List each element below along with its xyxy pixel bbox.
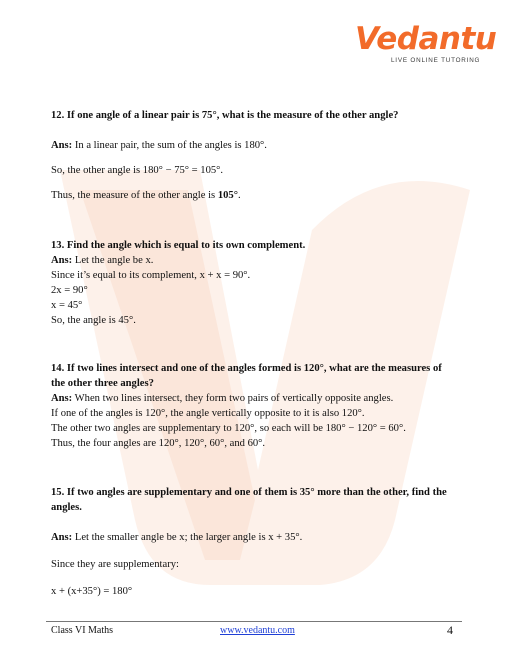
ans-label: Ans:: [51, 140, 73, 151]
answer-13-line-5: So, the angle is 45°.: [51, 315, 136, 326]
answer-12-final: Thus, the measure of the other angle is 105°.: [51, 190, 241, 201]
page-number: 4: [447, 623, 453, 637]
ans-label: Ans:: [51, 255, 73, 266]
ans-label: Ans:: [51, 393, 73, 404]
footer-class-label: Class VI Maths: [51, 625, 114, 636]
answer-15-line-2: Since they are supplementary:: [51, 559, 179, 570]
answer-14-line-2: If one of the angles is 120°, the angle vertically opposite to it is also 120°.: [51, 408, 365, 419]
answer-13-line-3: 2x = 90°: [51, 285, 88, 296]
vedantu-logo: [355, 21, 497, 64]
logo-tagline: LIVE ONLINE TUTORING: [391, 57, 481, 64]
answer-15-line-3: x + (x+35°) = 180°: [51, 586, 133, 597]
answer-12-line-2: So, the other angle is 180° − 75° = 105°.: [51, 165, 224, 176]
answer-13-line-1: Ans: Let the angle be x.: [51, 255, 154, 266]
answer-14-line-4: Thus, the four angles are 120°, 120°, 60°, and 60°.: [51, 438, 266, 449]
footer-website-link[interactable]: www.vedantu.com: [220, 625, 295, 636]
page-footer: [0, 621, 510, 641]
question-13: 13. Find the angle which is equal to its own complement.: [51, 240, 306, 251]
answer-13-line-4: x = 45°: [51, 300, 83, 311]
question-12: 12. If one angle of a linear pair is 75°, what is the measure of the other angle?: [51, 110, 399, 121]
question-14: 14. If two lines intersect and one of the angles formed is 120°, what are the measures of the other three angles?: [51, 363, 442, 389]
answer-14-line-3: The other two angles are supplementary to 120°, so each will be 180° − 120° = 60°.: [51, 423, 406, 434]
question-15: 15. If two angles are supplementary and one of them is 35° more than the other, find the angles.: [51, 487, 447, 513]
answer-14-line-1: Ans: When two lines intersect, they form two pairs of vertically opposite angles.: [51, 393, 394, 404]
footer-divider: [46, 621, 462, 622]
answer-13-line-2: Since it’s equal to its complement, x + x = 90°.: [51, 270, 251, 281]
ans-label: Ans:: [51, 532, 73, 543]
answer-15-line-1: Ans: Let the smaller angle be x; the larger angle is x + 35°.: [51, 532, 303, 543]
answer-12-line-1: Ans: In a linear pair, the sum of the angles is 180°.: [51, 140, 267, 151]
logo-wordmark: Vedantu: [355, 21, 497, 57]
